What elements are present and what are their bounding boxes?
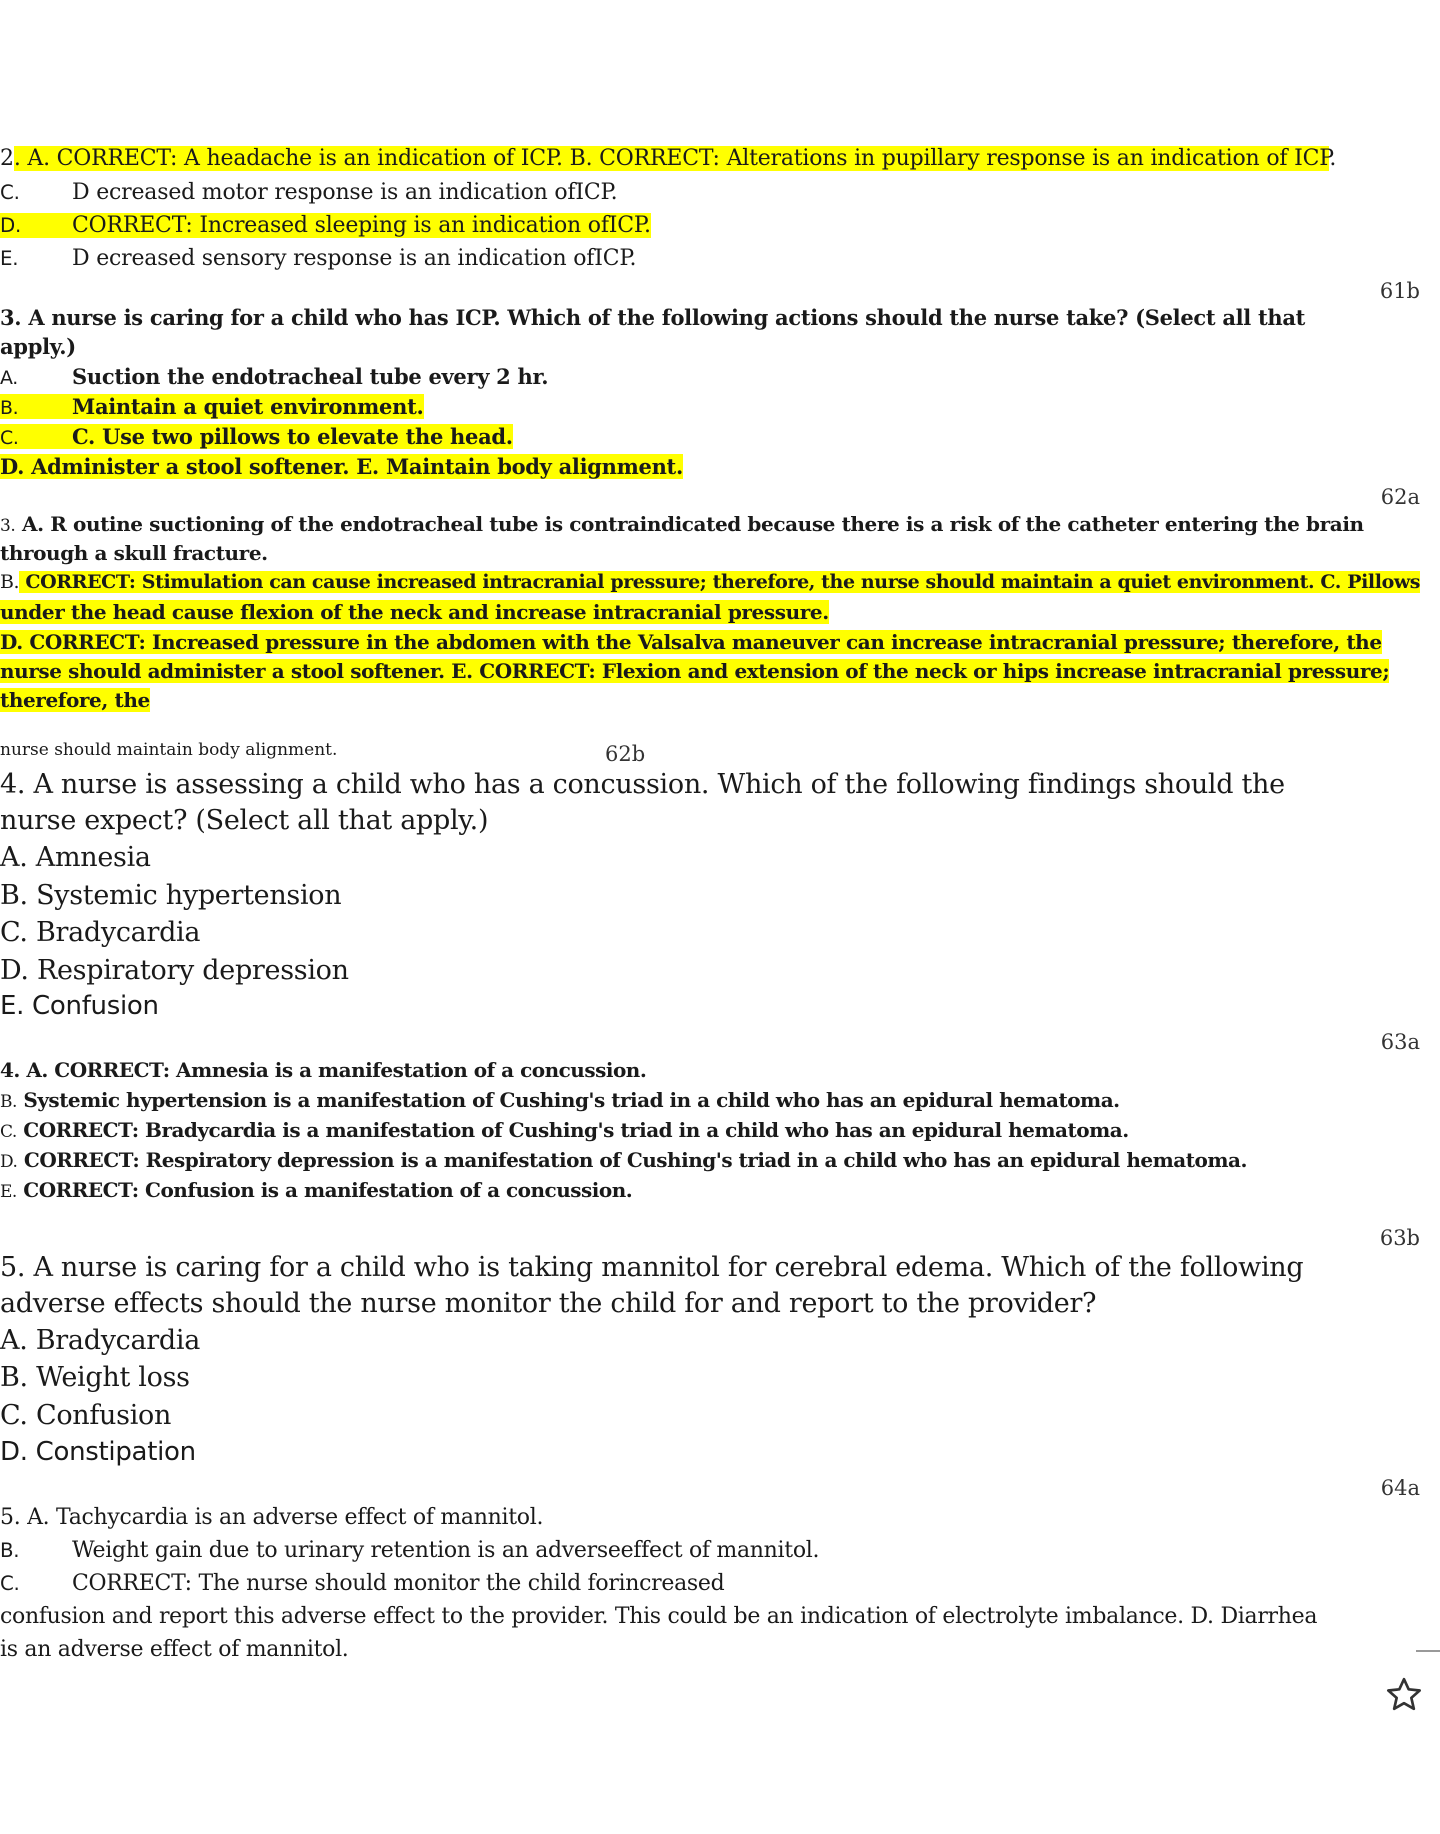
- q5-answer-b: [0, 1538, 819, 1563]
- q4-option-c: C. Bradycardia: [0, 917, 201, 948]
- answer-text: Systemic hypertension is a manifestation of Cushing's triad in a child who has an epidural hematoma.: [16, 1088, 1120, 1112]
- answer-letter: B.: [0, 1092, 17, 1112]
- q2-number: 2: [0, 146, 14, 171]
- option-text: C. Use two pillows to elevate the head.: [72, 424, 513, 449]
- q3-answer-tail: nurse should maintain body alignment.: [0, 740, 338, 760]
- q3-answer-bc-line1: [0, 572, 1420, 594]
- answer-letter: D.: [0, 1152, 18, 1172]
- answer-text: A. R outine suctioning of the endotracheal tube is contraindicated because there is a risk of the catheter entering the brain: [15, 512, 1364, 536]
- q3-answer-a-line2: through a skull fracture.: [0, 541, 268, 565]
- q5-option-c: C. Confusion: [0, 1400, 172, 1431]
- answer-number: 3.: [0, 516, 16, 536]
- q5-option-d: D. Constipation: [0, 1437, 196, 1467]
- q5-stem-line1: 5. A nurse is caring for a child who is taking mannitol for cerebral edema. Which of the following: [0, 1252, 1304, 1283]
- q4-answer-e: [0, 1179, 632, 1203]
- answer-text: Weight gain due to urinary retention is an adverseeffect of mannitol.: [72, 1538, 820, 1563]
- q3-answer-bc-line2: [0, 601, 829, 624]
- page-number: 63a: [1380, 1030, 1420, 1054]
- answer-text: CORRECT: Bradycardia is a manifestation of Cushing's triad in a child who has an epidural hematoma.: [16, 1118, 1129, 1142]
- scroll-indicator: [1416, 1650, 1440, 1652]
- q4-answer-a: 4. A. CORRECT: Amnesia is a manifestation of a concussion.: [0, 1058, 647, 1082]
- option-letter: C.: [0, 181, 20, 204]
- answer-text: CORRECT: The nurse should monitor the child forincreased: [72, 1571, 725, 1596]
- q3-stem-line1: 3. A nurse is caring for a child who has ICP. Which of the following actions should the nurse take? (Select all that: [0, 305, 1306, 330]
- page-number: 62b: [605, 742, 646, 766]
- q3-answer-de-line2: [0, 660, 1389, 683]
- answer-text: under the head cause flexion of the neck and increase intracranial pressure.: [0, 600, 829, 624]
- answer-letter: B.: [0, 571, 20, 593]
- q3-option-b: [0, 395, 424, 420]
- answer-text: D. CORRECT: Increased pressure in the abdomen with the Valsalva maneuver can increase intracranial pressure; therefore, the: [0, 630, 1382, 654]
- q2-answer-e: [0, 246, 636, 271]
- answer-text: nurse should administer a stool softener. E. CORRECT: Flexion and extension of the neck or hips increase intracranial pressure;: [0, 659, 1390, 683]
- option-letter: D.: [0, 214, 22, 237]
- page-number: 62a: [1380, 485, 1420, 509]
- q5-stem-line2: adverse effects should the nurse monitor the child for and report to the provider?: [0, 1288, 1097, 1319]
- option-text: Maintain a quiet environment.: [72, 394, 424, 419]
- option-text: Suction the endotracheal tube every 2 hr.: [72, 364, 549, 389]
- answer-letter: E.: [0, 1182, 17, 1202]
- q5-option-b: B. Weight loss: [0, 1362, 190, 1393]
- q4-answer-b: [0, 1089, 1120, 1113]
- page-number: 63b: [1379, 1226, 1420, 1250]
- star-icon[interactable]: [1384, 1675, 1424, 1715]
- q5-answer-c: [0, 1571, 724, 1596]
- q3-option-de: [0, 455, 683, 479]
- q5-answer-c-line2: confusion and report this adverse effect to the provider. This could be an indication of electrolyte imbalance. D. Diarrhea: [0, 1604, 1318, 1629]
- option-text: D ecreased motor response is an indication ofICP.: [72, 180, 618, 205]
- option-letter: E.: [0, 247, 19, 270]
- option-text: D. Administer a stool softener. E. Maintain body alignment.: [0, 454, 683, 479]
- q3-stem-line2: apply.): [0, 334, 76, 359]
- option-text: D ecreased sensory response is an indication ofICP.: [72, 246, 637, 271]
- q4-stem-line2: nurse expect? (Select all that apply.): [0, 805, 489, 836]
- answer-letter: B.: [0, 1539, 20, 1562]
- q5-answer-c-line3: is an adverse effect of mannitol.: [0, 1637, 349, 1662]
- option-letter: B.: [0, 397, 19, 419]
- q2-answer-period: .: [1329, 146, 1337, 171]
- answer-text: therefore, the: [0, 688, 150, 712]
- option-text: CORRECT: Increased sleeping is an indication ofICP.: [72, 213, 651, 238]
- q4-option-a: A. Amnesia: [0, 842, 151, 873]
- q3-option-c: [0, 425, 513, 450]
- answer-letter: C.: [0, 1572, 20, 1595]
- page-number: 64a: [1380, 1476, 1420, 1500]
- q5-answer-a: 5. A. Tachycardia is an adverse effect of mannitol.: [0, 1505, 544, 1530]
- q3-option-a: [0, 365, 548, 390]
- answer-letter: C.: [0, 1122, 17, 1142]
- star-icon-graphic: [1384, 1675, 1424, 1715]
- q3-answer-a-line1: [0, 513, 1364, 537]
- option-letter: A.: [0, 367, 18, 389]
- q3-answer-de-line3: [0, 689, 150, 712]
- q4-stem-line1: 4. A nurse is assessing a child who has a concussion. Which of the following findings should the: [0, 769, 1285, 800]
- q3-answer-de-line1: [0, 631, 1382, 654]
- q5-option-a: A. Bradycardia: [0, 1325, 200, 1356]
- q4-option-b: B. Systemic hypertension: [0, 880, 342, 911]
- q2-answer-d: [0, 213, 651, 238]
- q4-answer-d: [0, 1149, 1247, 1173]
- q4-option-e: E. Confusion: [0, 991, 159, 1021]
- page-number: 61b: [1379, 279, 1420, 303]
- answer-text: CORRECT: Stimulation can cause increased intracranial pressure; therefore, the nurse should maintain a quiet environment. C. Pillows: [19, 571, 1421, 593]
- answer-text: CORRECT: Respiratory depression is a manifestation of Cushing's triad in a child who has an epidural hematoma.: [17, 1148, 1247, 1172]
- answer-text: CORRECT: Confusion is a manifestation of a concussion.: [16, 1178, 633, 1202]
- q2-answer-ab-text: . A. CORRECT: A headache is an indication of ICP. B. CORRECT: Alterations in pupillary response is an indication of ICP: [13, 146, 1330, 171]
- option-letter: C.: [0, 427, 19, 449]
- q4-option-d: D. Respiratory depression: [0, 955, 349, 986]
- q4-answer-c: [0, 1119, 1129, 1143]
- q2-answer-c: [0, 180, 617, 205]
- q2-answer-line-ab: [0, 146, 1336, 171]
